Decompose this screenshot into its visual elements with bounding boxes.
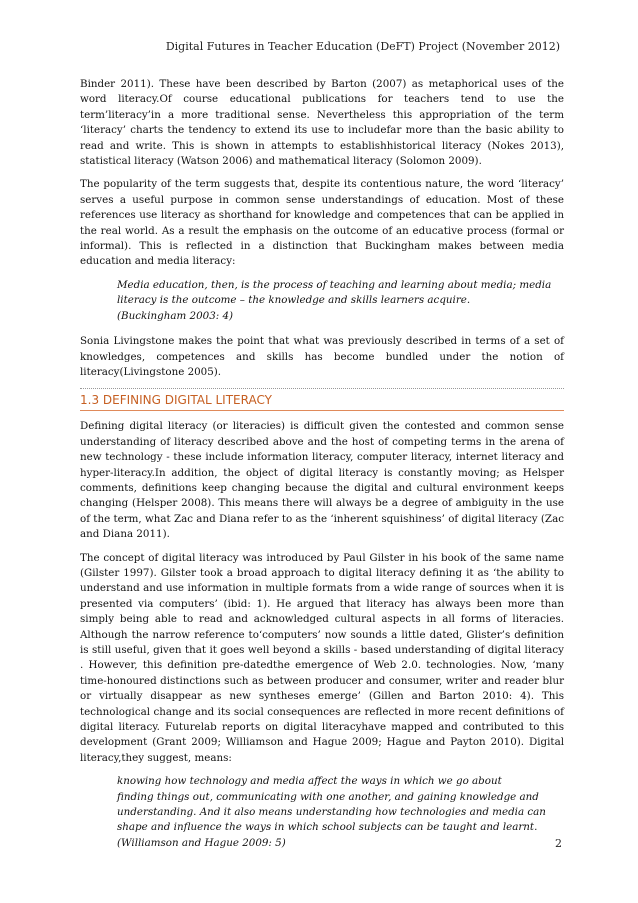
quote-citation: (Williamson and Hague 2009: 5) (117, 836, 286, 849)
paragraph-5: The concept of digital literacy was introduced by Paul Gilster in his book of the same name (Gilster 1997). Gilster took a broad approach to digital literacy defining it as ‘the ability to understand and use information in multiple formats from a wide range of sources when it is presented via computers’ (ibid: 1). He argued that literacy has always been more than simply being able to read and acknowledged cultural aspects in all forms of literacies. Although the narrow reference to‘computers’ now sounds a little dated, Glister’s definition is still useful, given that it goes well beyond a skills - based understanding of digital literacy . However, this definition pre-datedthe emergence of Web 2.0. technologies. Now, ‘many time-honoured distinctions such as between producer and consumer, writer and reader blur or virtually disappear as new syntheses emerge’ (Gillen and Barton 2010: 4). This technological change and its social consequences are reflected in more recent definitions of digital literacy. Futurelab reports on digital literacyhave mapped and contributed to this development (Grant 2009; Williamson and Hague 2009; Hague and Payton 2010). Digital literacy,they suggest, means: (80, 551, 564, 764)
quote-line: finding things out, communicating with one another, and gaining knowledge and (117, 790, 539, 803)
block-quote-buckingham (117, 278, 564, 324)
quote-line: Media education, then, is the process of teaching and learning about media; media (117, 278, 552, 291)
quote-line: shape and influence the ways in which school subjects can be taught and learnt. (117, 821, 538, 834)
quote-citation: (Buckingham 2003: 4) (117, 309, 234, 322)
page-body (80, 77, 564, 861)
paragraph-1: Binder 2011). These have been described by Barton (2007) as metaphorical uses of the word literacy.Of course educational publications for teachers tend to use the term’literacy’in a more traditional sense. Nevertheless this appropriation of the term ‘literacy’ charts the tendency to extend its use to includefar more than the basic ability to read and write. This is shown in attempts to establishhistorical literacy (Nokes 2013), statistical literacy (Watson 2006) and mathematical literacy (Solomon 2009). (80, 78, 564, 168)
paragraph-2: The popularity of the term suggests that, despite its contentious nature, the word ‘literacy’ serves a useful purpose in common sense understandings of education. Most of these references use literacy as shorthand for knowledge and competences that can be applied in the real world. As a result the emphasis on the outcome of an educative process (formal or informal). This is reflected in a distinction that Buckingham makes between media education and media literacy: (80, 178, 564, 268)
section-heading: 1.3 DEFINING DIGITAL LITERACY (80, 388, 564, 411)
running-header: Digital Futures in Teacher Education (DeFT) Project (November 2012) (165, 40, 560, 53)
page-number: 2 (555, 837, 562, 850)
quote-line: knowing how technology and media affect the ways in which we go about (117, 775, 502, 788)
quote-line: understanding. And it also means understanding how technologies and media can (117, 806, 546, 819)
quote-line: literacy is the outcome – the knowledge and skills learners acquire. (117, 294, 471, 307)
paragraph-4: Defining digital literacy (or literacies) is difficult given the contested and common sense understanding of literacy described above and the host of competing terms in the arena of new technology - these include information literacy, computer literacy, internet literacy and hyper-literacy.In addition, the object of digital literacy is constantly moving; as Helsper comments, definitions keep changing because the digital and cultural environment keeps changing (Helsper 2008). This means there will always be a degree of ambiguity in the use of the term, what Zac and Diana refer to as the ‘inherent squishiness’ of digital literacy (Zac and Diana 2011). (80, 420, 564, 541)
block-quote-williamson-hague (117, 774, 564, 851)
paragraph-3: Sonia Livingstone makes the point that what was previously described in terms of a set of knowledges, competences and skills has become bundled under the notion of literacy(Livingstone 2005). (80, 335, 564, 378)
